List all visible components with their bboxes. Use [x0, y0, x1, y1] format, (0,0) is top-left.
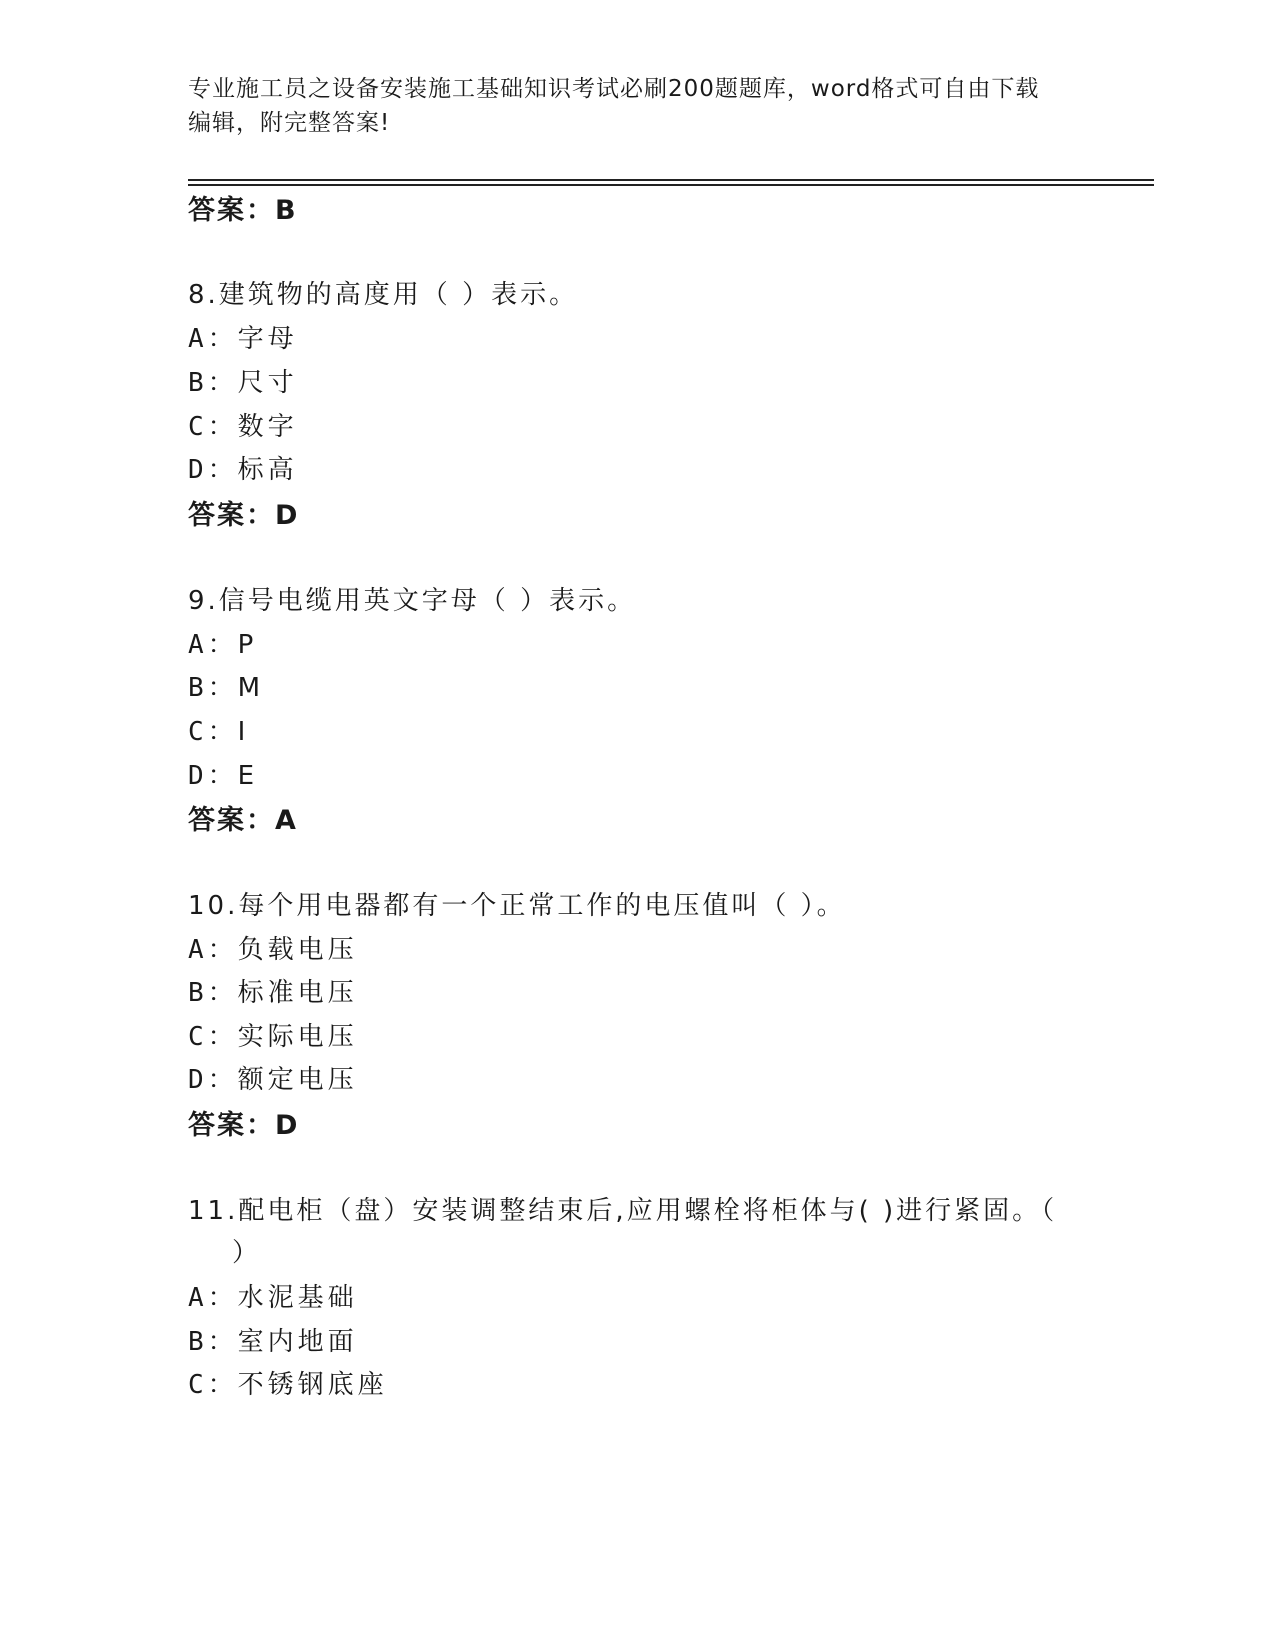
- option-text: 实际电压: [237, 1022, 358, 1052]
- option-key: A：: [188, 1283, 238, 1313]
- question-11-stem: 11.配电柜（盘）安装调整结束后,应用螺栓将柜体与( )进行紧固。（: [188, 1196, 1058, 1226]
- header-rule-top: [188, 179, 1154, 181]
- question-9-option-c: [188, 711, 249, 748]
- option-key: B：: [188, 1327, 238, 1357]
- question-10-option-a: [188, 929, 358, 966]
- option-text: M: [237, 673, 265, 703]
- header-line-1: 专业施工员之设备安装施工基础知识考试必刷200题题库，word格式可自由下载: [188, 76, 1040, 102]
- option-text: 室内地面: [237, 1327, 358, 1357]
- question-8-answer: 答案：D: [188, 500, 300, 531]
- question-9-option-a: [188, 624, 257, 661]
- option-key: A：: [188, 935, 238, 965]
- question-8-option-a: [188, 318, 298, 355]
- question-9-option-b: [188, 667, 264, 704]
- option-key: B：: [188, 673, 238, 703]
- option-key: A：: [188, 324, 238, 354]
- question-8-option-c: [188, 406, 298, 443]
- option-key: D：: [188, 455, 238, 485]
- option-text: 不锈钢底座: [237, 1370, 388, 1400]
- option-text: 标高: [237, 455, 298, 485]
- option-text: 字母: [237, 324, 298, 354]
- question-9-answer: 答案：A: [188, 805, 298, 836]
- option-key: C：: [188, 1370, 238, 1400]
- question-8-option-b: [188, 362, 298, 399]
- question-9-option-d: [188, 755, 258, 792]
- option-text: E: [237, 761, 259, 791]
- option-key: A：: [188, 630, 238, 660]
- question-8-stem: 8.建筑物的高度用（ ）表示。: [188, 280, 579, 310]
- question-11-stem-continuation: ）: [232, 1238, 262, 1268]
- option-key: D：: [188, 1065, 238, 1095]
- option-key: C：: [188, 1022, 238, 1052]
- question-11-option-a: [188, 1277, 358, 1314]
- option-text: 尺寸: [237, 368, 298, 398]
- question-10-answer: 答案：D: [188, 1110, 300, 1141]
- answer-prev: 答案：B: [188, 195, 298, 226]
- question-11-option-c: [188, 1364, 388, 1401]
- question-8-option-d: [188, 449, 298, 486]
- option-key: C：: [188, 412, 238, 442]
- header-line-2: 编辑，附完整答案!: [188, 110, 391, 136]
- option-text: 负载电压: [237, 935, 358, 965]
- question-10-option-d: [188, 1059, 358, 1096]
- question-10-option-c: [188, 1016, 358, 1053]
- question-11-option-b: [188, 1321, 358, 1358]
- option-key: C：: [188, 717, 238, 747]
- option-key: B：: [188, 978, 238, 1008]
- option-text: I: [237, 717, 250, 747]
- document-header: [188, 72, 1068, 140]
- option-text: 水泥基础: [237, 1283, 358, 1313]
- question-9-stem: 9.信号电缆用英文字母（ ）表示。: [188, 586, 637, 616]
- option-text: 额定电压: [237, 1065, 358, 1095]
- option-key: D：: [188, 761, 238, 791]
- question-10-option-b: [188, 972, 358, 1009]
- option-text: P: [237, 630, 258, 660]
- option-text: 标准电压: [237, 978, 358, 1008]
- question-10-stem: 10.每个用电器都有一个正常工作的电压值叫（ ）。: [188, 891, 846, 921]
- option-key: B：: [188, 368, 238, 398]
- header-rule-bottom: [188, 184, 1154, 186]
- option-text: 数字: [237, 412, 298, 442]
